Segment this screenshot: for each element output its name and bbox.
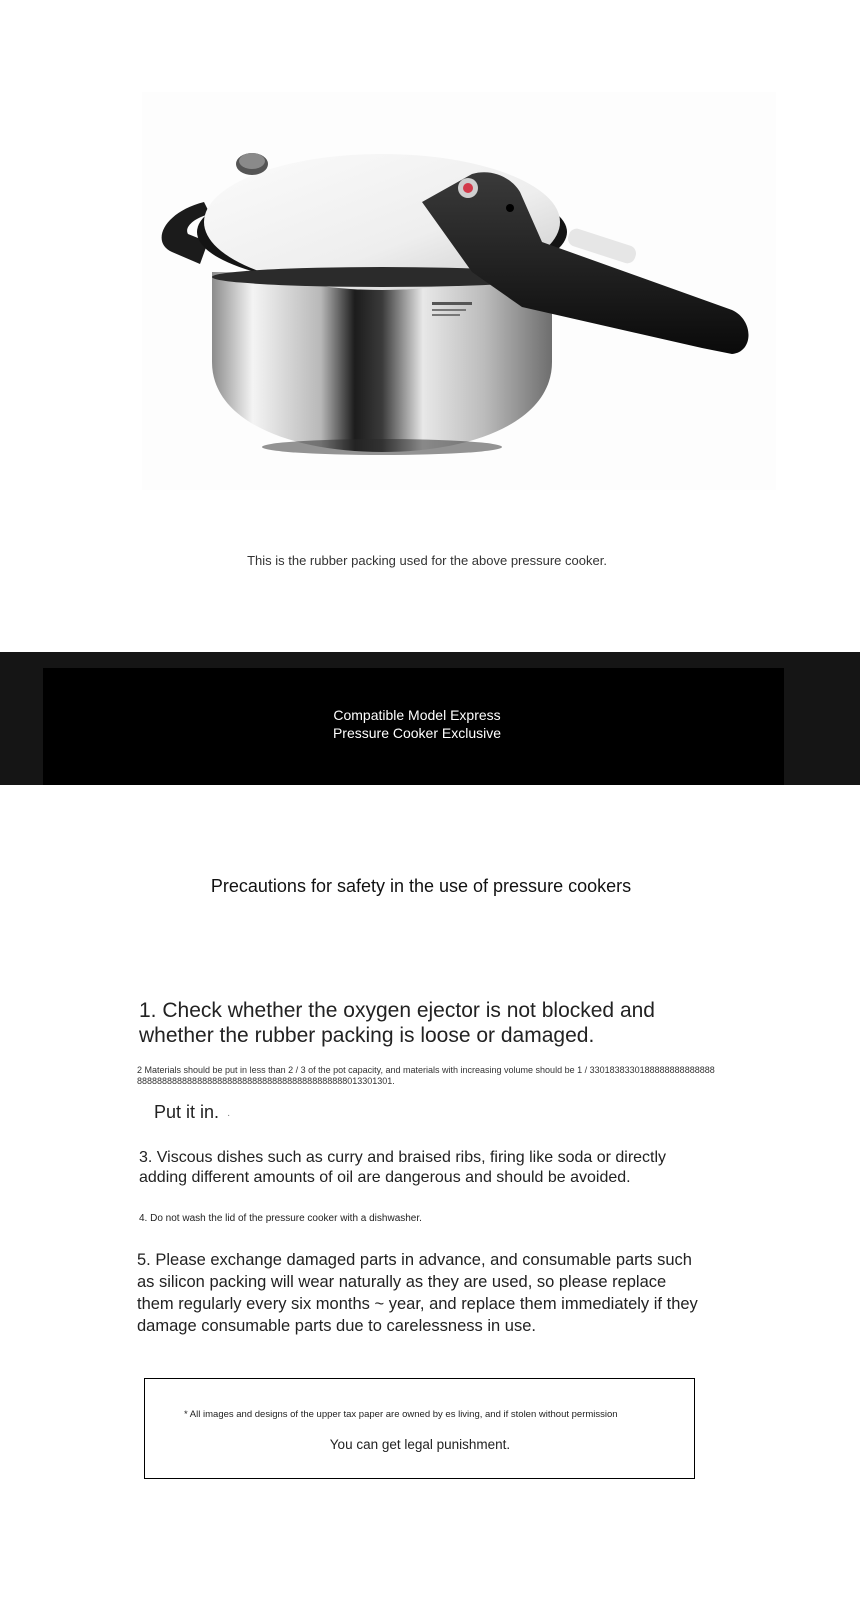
precaution-item-2: 2 Materials should be put in less than 2 / 3 of the pot capacity, and materials with increasing volume should be 1 / 3301838330188888888888888888888888888888888888888888888888888888888013301301.: [137, 1065, 715, 1086]
section-heading: Precautions for safety in the use of pressure cookers: [210, 876, 632, 896]
banner-line-1: Compatible Model Express: [333, 707, 501, 723]
copyright-notice-box: [144, 1378, 695, 1479]
image-caption: This is the rubber packing used for the above pressure cooker.: [247, 553, 607, 568]
copyright-notice-line-2: You can get legal punishment.: [329, 1437, 511, 1452]
precaution-item-1: 1. Check whether the oxygen ejector is not blocked and whether the rubber packing is loose or damaged.: [139, 999, 655, 1047]
banner-line-2: Pressure Cooker Exclusive: [332, 725, 502, 741]
precaution-item-5: 5. Please exchange damaged parts in advance, and consumable parts such as silicon packing will wear naturally as they are used, so please replace them regularly every six months ~ year, and replace them immediately if they damage consumable parts due to carelessness in use.: [137, 1251, 698, 1335]
copyright-notice-line-1: * All images and designs of the upper tax paper are owned by es living, and if stolen without permission: [184, 1409, 618, 1420]
precaution-item-3: 3. Viscous dishes such as curry and braised ribs, firing like soda or directly adding different amounts of oil are dangerous and should be avoided.: [139, 1149, 667, 1186]
pressure-cooker-illustration: [142, 92, 776, 490]
product-image: [142, 92, 776, 490]
banner-text: [0, 706, 834, 742]
bullet-dot-icon: ·: [227, 1110, 231, 1121]
precaution-item-4: 4. Do not wash the lid of the pressure cooker with a dishwasher.: [139, 1213, 422, 1224]
precaution-item-2-continuation: [154, 1102, 230, 1123]
precaution-item-2-tail: Put it in.: [154, 1102, 220, 1122]
